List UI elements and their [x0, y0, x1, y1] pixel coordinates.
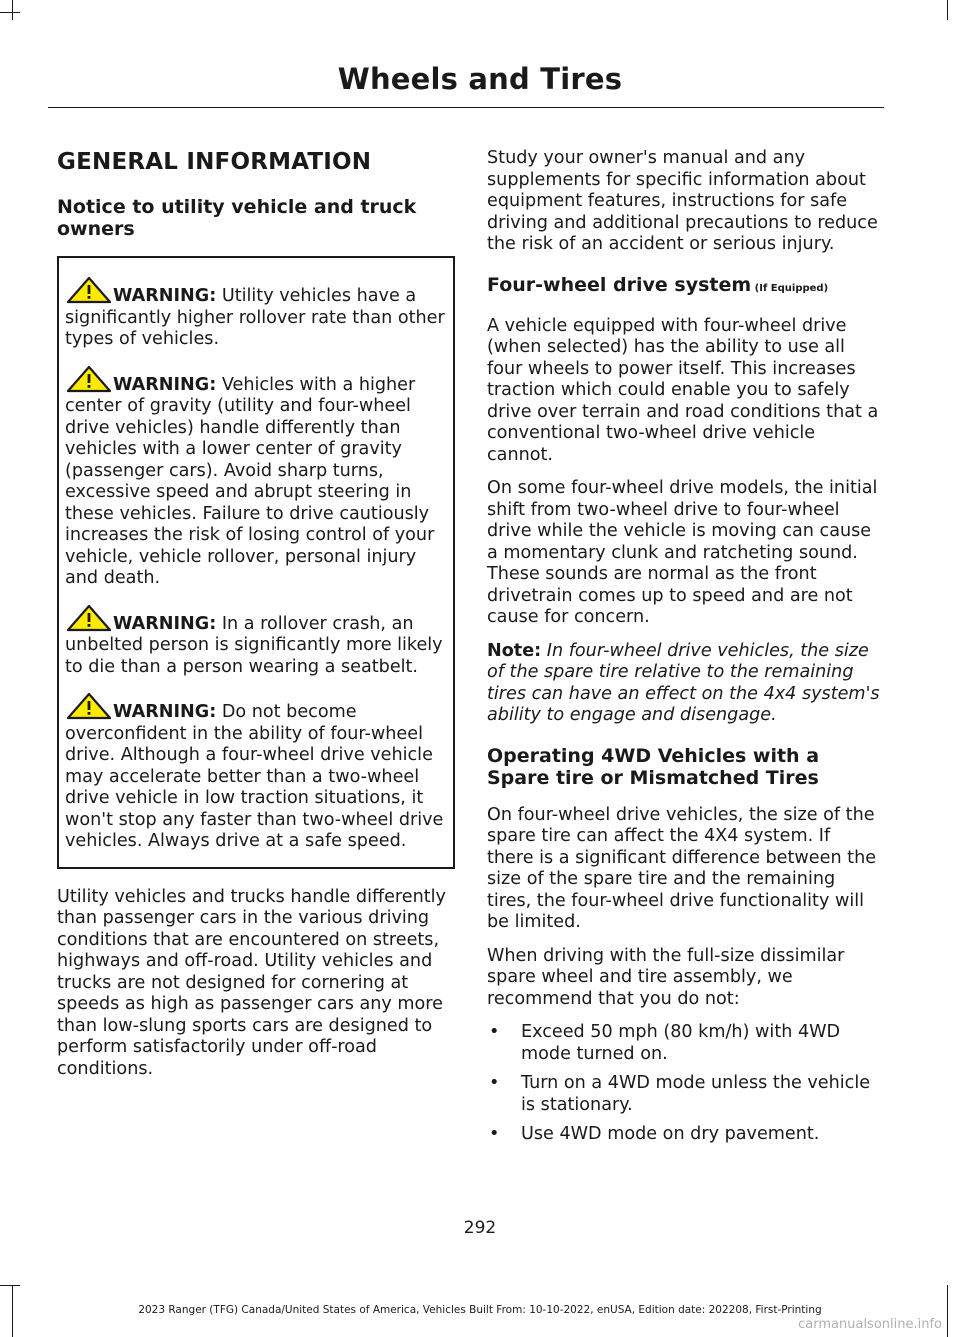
fwd-paragraph: A vehicle equipped with four-wheel drive (when selected) has the ability to use all four wheels to power itself. This increases traction which could enable you to safely drive over terrain and road conditions that a conventional two-wheel drive vehicle cannot.	[487, 315, 879, 465]
warning-triangle-icon	[65, 365, 113, 393]
warning-text: Utility vehicles have a significantly higher rollover rate than other types of vehicles.	[65, 286, 445, 349]
note	[487, 641, 881, 727]
warning-triangle-icon	[65, 692, 113, 720]
warning-item	[65, 365, 447, 590]
warning-item	[65, 604, 447, 679]
list-item	[487, 1022, 881, 1065]
bullet-icon: •	[489, 1124, 500, 1144]
note-label: Note:	[487, 640, 542, 661]
watermark: carmanualsonline.info	[798, 1317, 942, 1332]
note-text: In four-wheel drive vehicles, the size of the spare tire relative to the remaining tires can have an effect on the 4x4 system's ability to engage and disengage.	[487, 640, 880, 725]
warning-label: WARNING:	[113, 286, 217, 306]
footer-edition-info: 2023 Ranger (TFG) Canada/United States of America, Vehicles Built From: 10-10-2022, enUSA, Edition date: 202208, First-Printing	[138, 1304, 822, 1316]
left-column	[57, 148, 455, 1092]
warning-label: WARNING:	[113, 613, 217, 634]
warning-text: Do not become overconfident in the ability of four-wheel drive. Although a four-wheel drive vehicle may accelerate better than a two-wheel drive vehicle in low traction situations, it won't stop any faster than two-wheel drive vehicles. Always drive at a safe speed.	[65, 702, 444, 851]
crop-mark-top-left	[12, 0, 13, 20]
section-title: GENERAL INFORMATION	[57, 149, 372, 175]
warning-box	[57, 256, 455, 869]
bullet-icon: •	[489, 1022, 500, 1042]
right-column	[487, 148, 881, 1154]
fwd-paragraph: On some four-wheel drive models, the initial shift from two-wheel drive to four-wheel drive while the vehicle is moving can cause a momentary clunk and ratcheting sound. These sounds are normal as the front drivetrain comes up to speed and are not cause for concern.	[487, 478, 878, 627]
operating-paragraph: When driving with the full-size dissimilar spare wheel and tire assembly, we recommend that you do not:	[487, 945, 845, 1009]
list-item-text: Exceed 50 mph (80 km/h) with 4WD mode turned on.	[521, 1022, 841, 1064]
body-paragraph: Utility vehicles and trucks handle differently than passenger cars in the various driving conditions that are encountered on streets, highways and off-road. Utility vehicles and trucks are not designed for cornering at speeds as high as passenger cars any more than low-slung sports cars are designed to perform satisfactorily under off-road conditions.	[57, 886, 446, 1079]
page-header-title: Wheels and Tires	[337, 62, 623, 96]
warning-item	[65, 276, 447, 351]
warning-triangle-icon	[65, 604, 113, 632]
list-item	[487, 1124, 881, 1146]
fwd-title: Four-wheel drive system	[487, 273, 752, 296]
bullet-icon: •	[489, 1073, 500, 1093]
operating-paragraph: On four-wheel drive vehicles, the size of the spare tire can affect the 4X4 system. If there is a significant difference between the size of the spare tire and the remaining tires, the four-wheel drive functionality will be limited.	[487, 804, 877, 932]
crop-mark-top-left	[0, 12, 20, 13]
warning-label: WARNING:	[113, 374, 217, 395]
warning-label: WARNING:	[113, 702, 217, 722]
crop-mark-bottom-left	[0, 1285, 20, 1286]
list-item	[487, 1073, 881, 1116]
list-item-text: Turn on a 4WD mode unless the vehicle is stationary.	[521, 1073, 871, 1115]
page-number: 292	[463, 1218, 497, 1238]
subsection-title: Notice to utility vehicle and truck owners	[57, 196, 417, 240]
operating-heading: Operating 4WD Vehicles with a Spare tire or Mismatched Tires	[487, 744, 820, 789]
fwd-heading	[487, 274, 881, 300]
intro-paragraph: Study your owner's manual and any supplements for specific information about equipment features, instructions for safe driving and additional precautions to reduce the risk of an accident or serious injury.	[487, 148, 878, 254]
list-item-text: Use 4WD mode on dry pavement.	[521, 1124, 820, 1144]
header-divider	[48, 107, 884, 108]
recommendation-list	[487, 1022, 881, 1146]
warning-triangle-icon	[65, 276, 113, 304]
warning-text: Vehicles with a higher center of gravity (utility and four-wheel drive vehicles) handle differently than vehicles with a lower center of gravity (passenger cars). Avoid sharp turns, excessive speed and abrupt steering in these vehicles. Failure to drive cautiously increases the risk of losing control of your vehicle, vehicle rollover, personal injury and death.	[65, 374, 435, 588]
if-equipped-label: (If Equipped)	[751, 282, 829, 294]
warning-text: In a rollover crash, an unbelted person is significantly more likely to die than a person wearing a seatbelt.	[65, 613, 443, 677]
crop-mark-top-right	[947, 0, 948, 20]
warning-item	[65, 692, 447, 853]
